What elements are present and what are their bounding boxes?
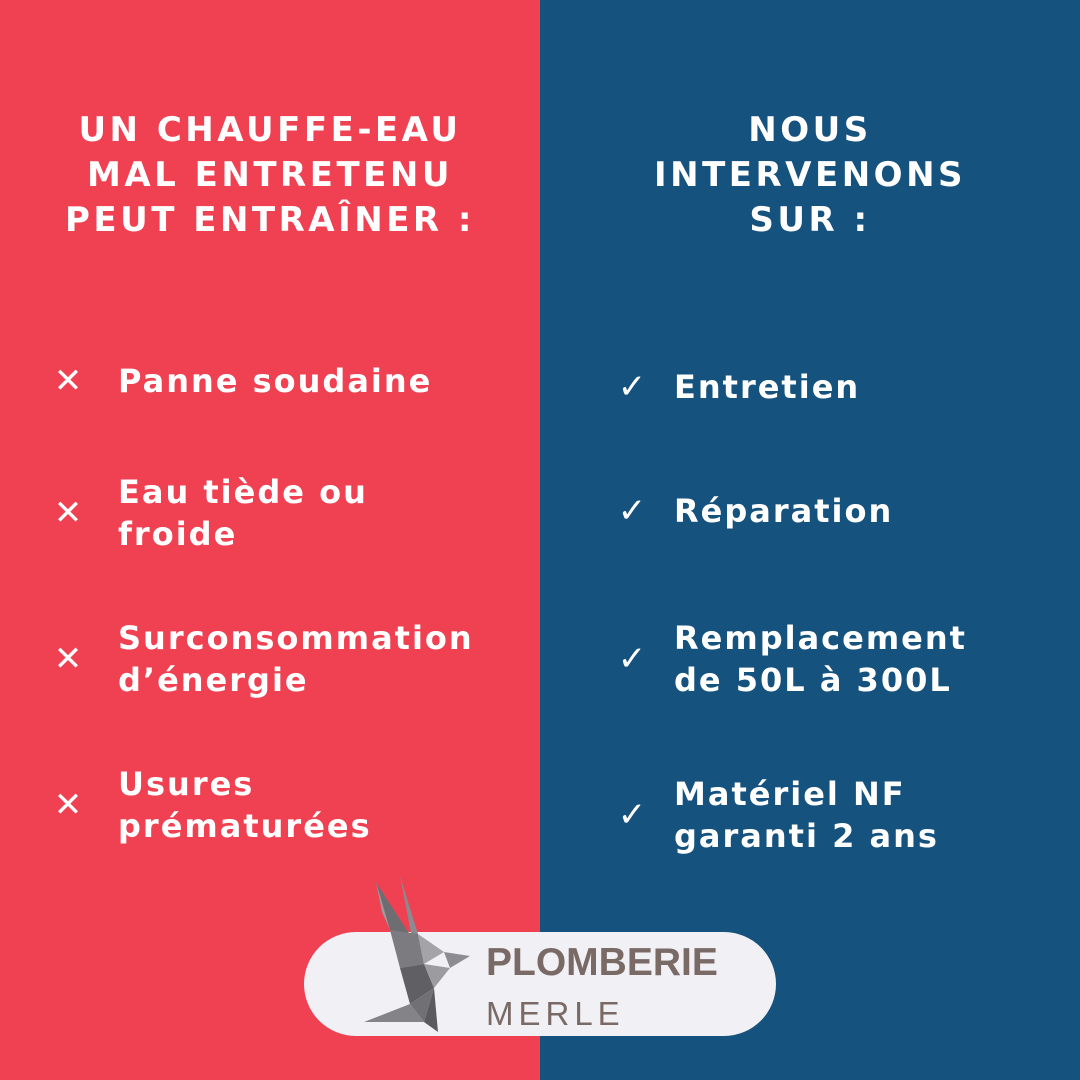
check-icon: ✓: [617, 491, 647, 531]
right-heading-line: INTERVENONS: [653, 155, 967, 195]
service-item-label: Matériel NF garanti 2 ans: [674, 775, 939, 855]
right-heading-line: NOUS: [748, 110, 872, 150]
service-item-label: Remplacement de 50L à 300L: [674, 619, 967, 699]
check-icon: ✓: [617, 795, 647, 835]
service-item-label: Entretien: [674, 368, 861, 406]
cross-icon: ✕: [53, 493, 83, 533]
left-heading-line: UN CHAUFFE-EAU: [78, 110, 462, 150]
risk-item-label: Surconsommation d’énergie: [118, 619, 474, 699]
service-item-repair: [612, 486, 893, 536]
logo-brand-surname: MERLE: [486, 995, 625, 1032]
check-icon: ✓: [617, 367, 647, 407]
risk-item-sudden-breakdown: [48, 356, 432, 406]
logo-brand-name: PLOMBERIE: [486, 941, 718, 984]
left-heading: [0, 108, 540, 243]
check-icon: ✓: [617, 639, 647, 679]
right-heading-line: SUR :: [749, 200, 871, 240]
risk-item-label: Eau tiède ou froide: [118, 473, 368, 553]
service-item-replacement: [612, 616, 967, 702]
risk-item-overconsumption: [48, 616, 474, 702]
risk-item-label: Usures prématurées: [118, 765, 372, 845]
cross-icon: ✕: [53, 785, 83, 825]
cross-icon: ✕: [53, 361, 83, 401]
risk-item-label: Panne soudaine: [118, 362, 433, 400]
service-item-maintenance: [612, 362, 860, 412]
cross-icon: ✕: [53, 639, 83, 679]
service-item-label: Réparation: [674, 492, 894, 530]
right-heading: [540, 108, 1080, 243]
left-heading-line: PEUT ENTRAÎNER :: [64, 200, 476, 240]
risk-item-lukewarm-water: [48, 470, 368, 556]
left-heading-line: MAL ENTRETENU: [87, 155, 453, 195]
risk-item-premature-wear: [48, 762, 372, 848]
service-item-nf-equipment: [612, 772, 939, 858]
bird-logo-icon: [360, 872, 480, 1037]
